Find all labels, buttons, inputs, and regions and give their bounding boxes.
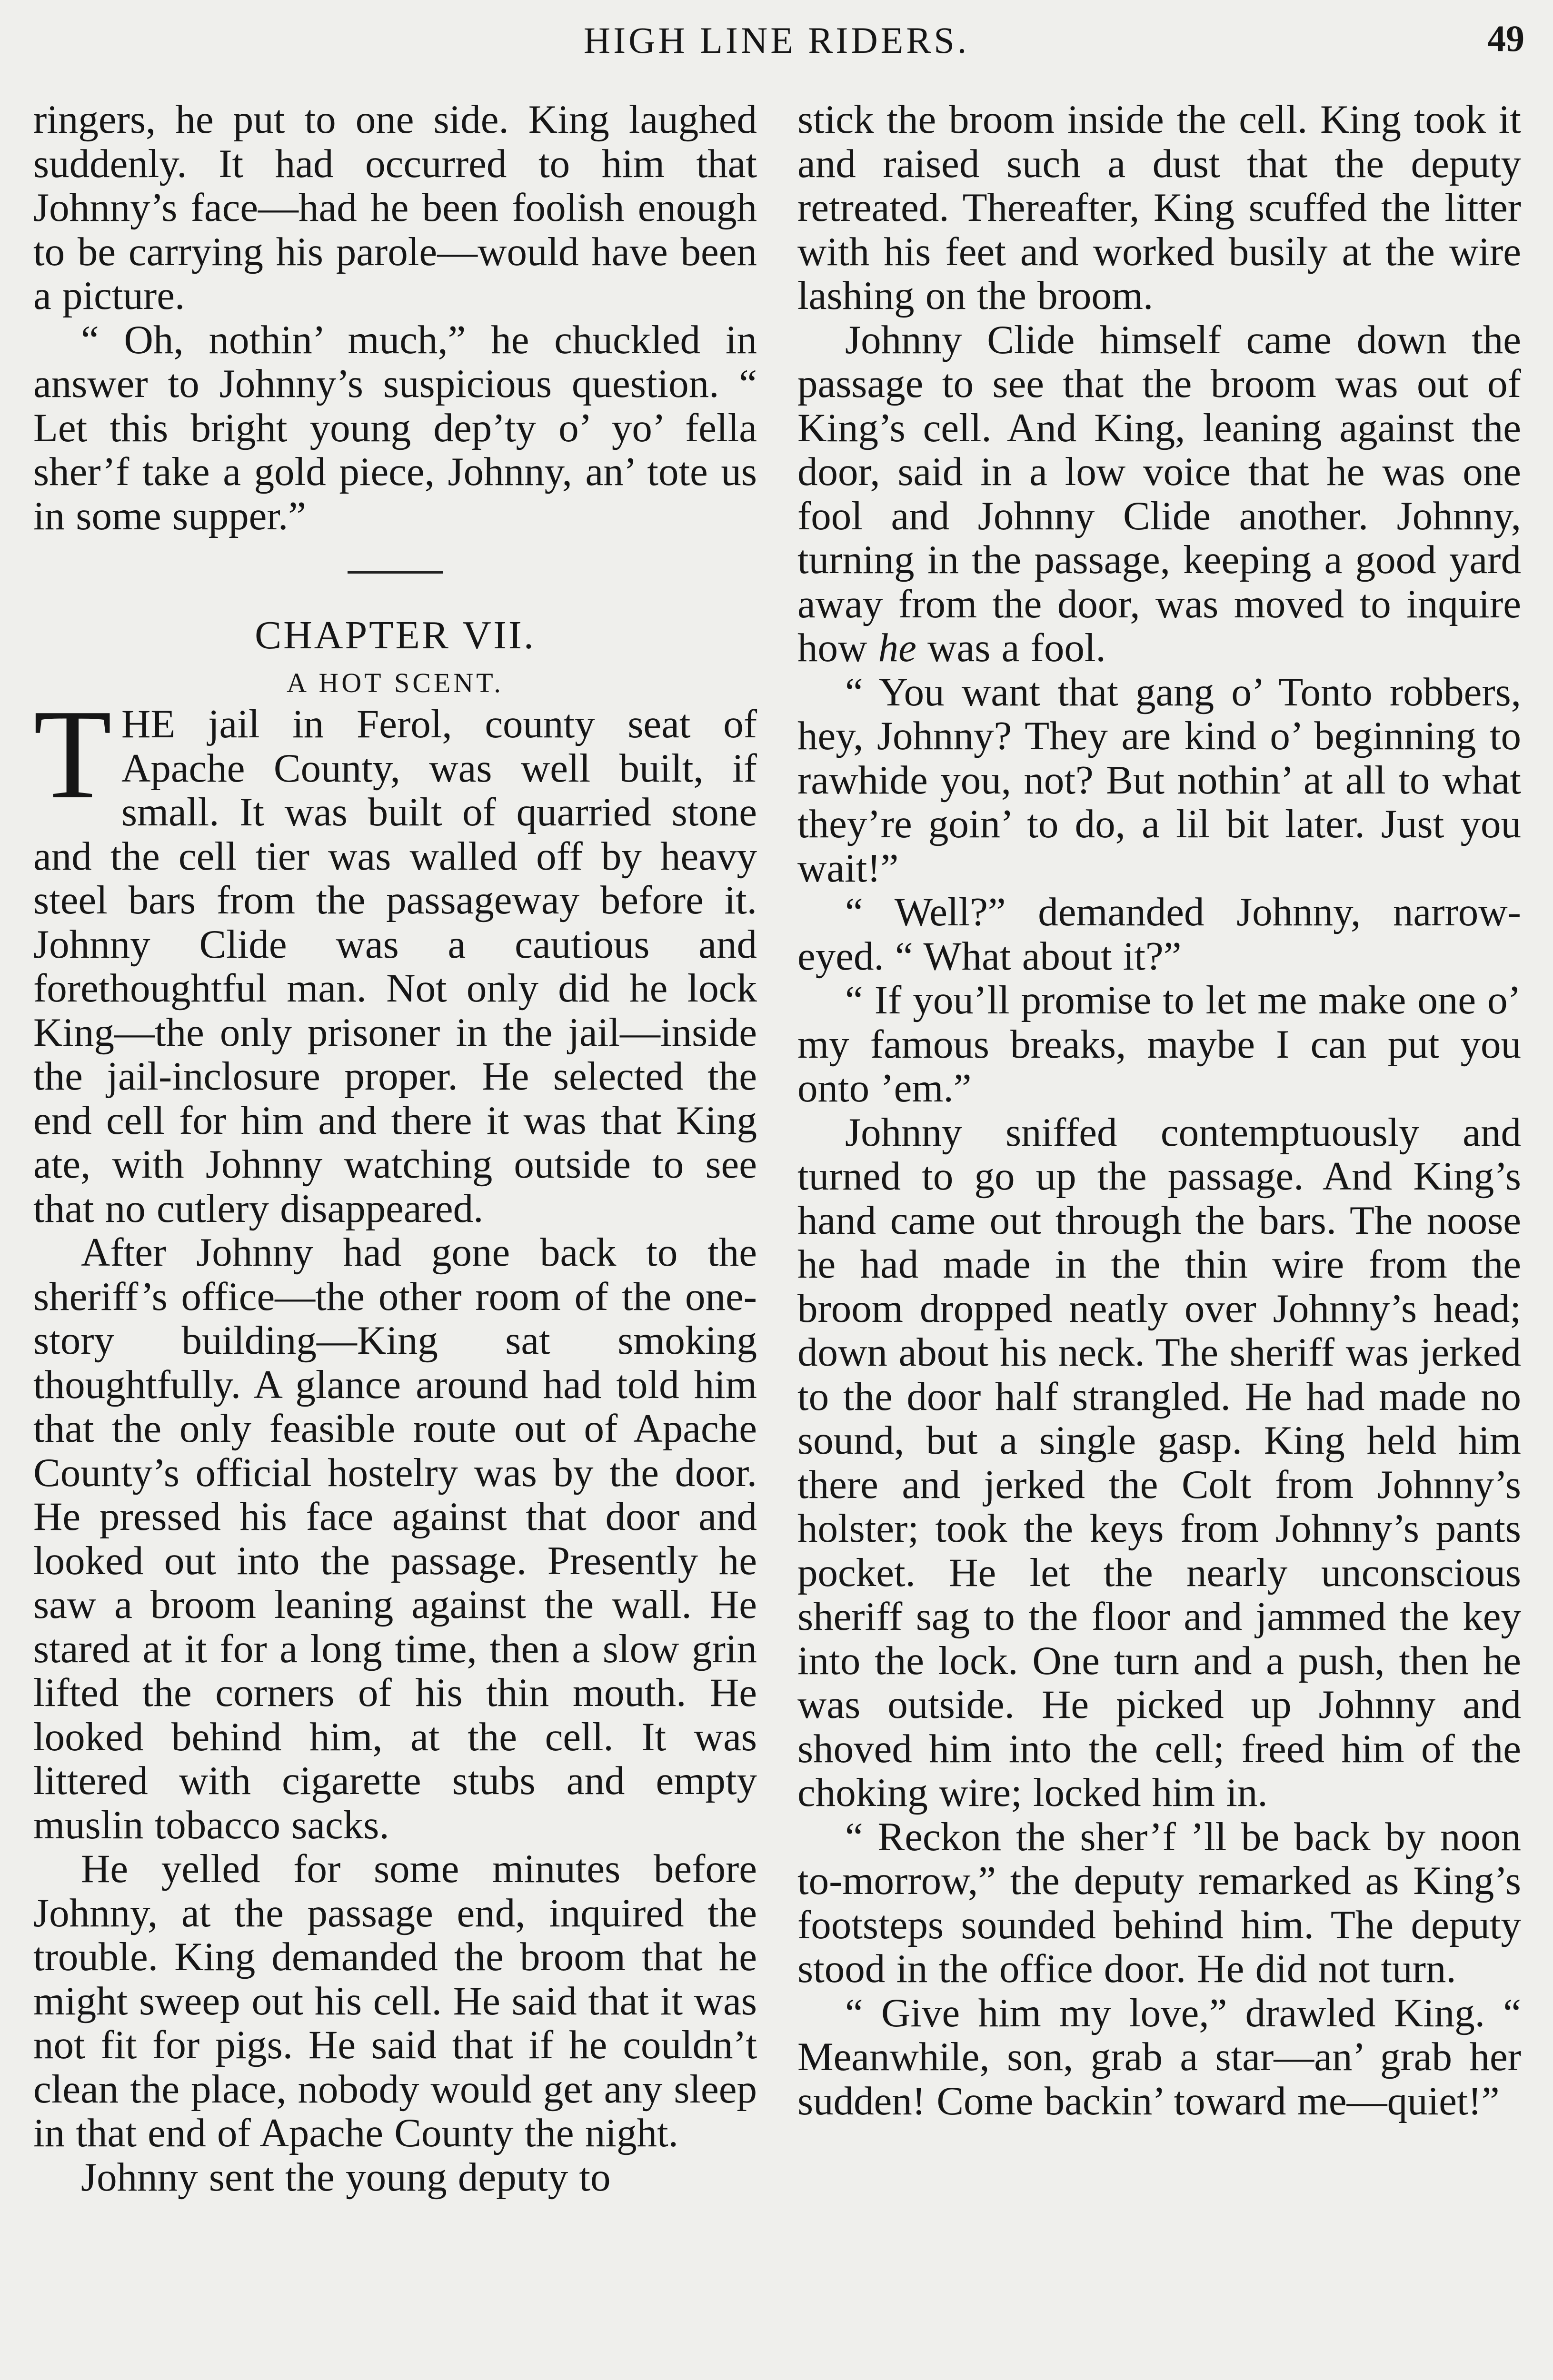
paragraph: Johnny sniffed contemptuously and turned to go up the passage. And King’s hand came out through the bars. The noose he had made in the thin wire from the broom dropped neatly over Johnny’s head; down about his neck. The sheriff was jerked to the door half strangled. He had made no sound, but a single gasp. King held him there and jerked the Colt from Johnny’s holster; took the keys from Johnny’s pants pocket. He let the nearly unconscious sheriff sag to the floor and jammed the key into the lock. One turn and a push, then he was outside. He picked up Johnny and shoved him into the cell; freed him of the choking wire; locked him in. (797, 1110, 1521, 1815)
paragraph-text: Johnny Clide himself came down the passage to see that the broom was out of King’s cell. And King, leaning against the door, said in a low voice that he was one fool and Johnny Clide another. Johnny, turning in the passage, keeping a good yard away from the door, was moved to inquire how (797, 317, 1521, 670)
paragraph: ringers, he put to one side. King laughed suddenly. It had occurred to him that Johnny’s face—had he been foolish enough to be carrying his parole—would have been a picture. (33, 97, 757, 318)
paragraph: “ Oh, nothin’ much,” he chuckled in answer to Johnny’s suspicious question. “ Let this bright young dep’ty o’ yo’ fella sher’f take a gold piece, Johnny, an’ tote us in some supper.” (33, 317, 757, 538)
paragraph: “ Well?” demanded Johnny, narrow-eyed. “ What about it?” (797, 890, 1521, 979)
paragraph: stick the broom inside the cell. King took it and raised such a dust that the deputy retreated. Thereafter, King scuffed the litter with his feet and worked busily at the wire lashing on the broom. (797, 97, 1521, 318)
paragraph: Johnny sent the young deputy to (81, 2154, 611, 2200)
paragraph (797, 318, 1521, 670)
running-title: HIGH LINE RIDERS. (583, 20, 970, 61)
paragraph: “ If you’ll promise to let me make one o’ my famous breaks, maybe I can put you onto ’em.” (797, 978, 1521, 1111)
section-divider (348, 571, 443, 574)
chapter-subtitle: A HOT SCENT. (287, 667, 504, 698)
right-column (797, 98, 1521, 2123)
left-column (33, 98, 757, 2199)
paragraph: “ Reckon the sher’f ’ll be back by noon to-morrow,” the deputy remarked as King’s footsteps sounded behind him. The deputy stood in the office door. He did not turn. (797, 1814, 1521, 1991)
paragraph: “ Give him my love,” drawled King. “ Meanwhile, son, grab a star—an’ grab her sudden! Come backin’ toward me—quiet!” (797, 1990, 1521, 2123)
running-head (0, 14, 1553, 67)
paragraph-text-end: was a fool. (916, 625, 1106, 670)
page-number: 49 (1487, 18, 1524, 59)
chapter-opening-paragraph: THE jail in Ferol, county seat of Apache County, was well built, if small. It was built of quarried stone and the cell tier was walled off by heavy steel bars from the passageway before it. Johnny Clide was a cautious and forethoughtful man. Not only did he lock King—the only prisoner in the jail—inside the jail-inclosure proper. He selected the end cell for him and there it was that King ate, with Johnny watching outside to see that no cutlery disappeared. (33, 683, 757, 1231)
paragraph: “ You want that gang o’ Tonto robbers, hey, Johnny? They are kind o’ beginning to rawhide you, not? But nothin’ at all to what they’re goin’ to do, a lil bit later. Just you wait!” (797, 669, 1521, 891)
emphasis-text: he (878, 625, 916, 670)
paragraph: After Johnny had gone back to the sheriff’s office—the other room of the one-story building—King sat smoking thoughtfully. A glance around had told him that the only feasible route out of Apache County’s official hostelry was by the door. He pressed his face against that door and looked out into the passage. Presently he saw a broom leaning against the wall. He stared at it for a long time, then a slow grin lifted the corners of his thin mouth. He looked behind him, at the cell. It was littered with cigarette stubs and empty muslin tobacco sacks. (33, 1230, 757, 1847)
chapter-title: CHAPTER VII. (255, 613, 536, 657)
paragraph: He yelled for some minutes before Johnny, at the passage end, inquired the trouble. King demanded the broom that he might sweep out his cell. He said that it was not fit for pigs. He said that if he couldn’t clean the place, nobody would get any sleep in that end of Apache County the night. (33, 1846, 757, 2155)
